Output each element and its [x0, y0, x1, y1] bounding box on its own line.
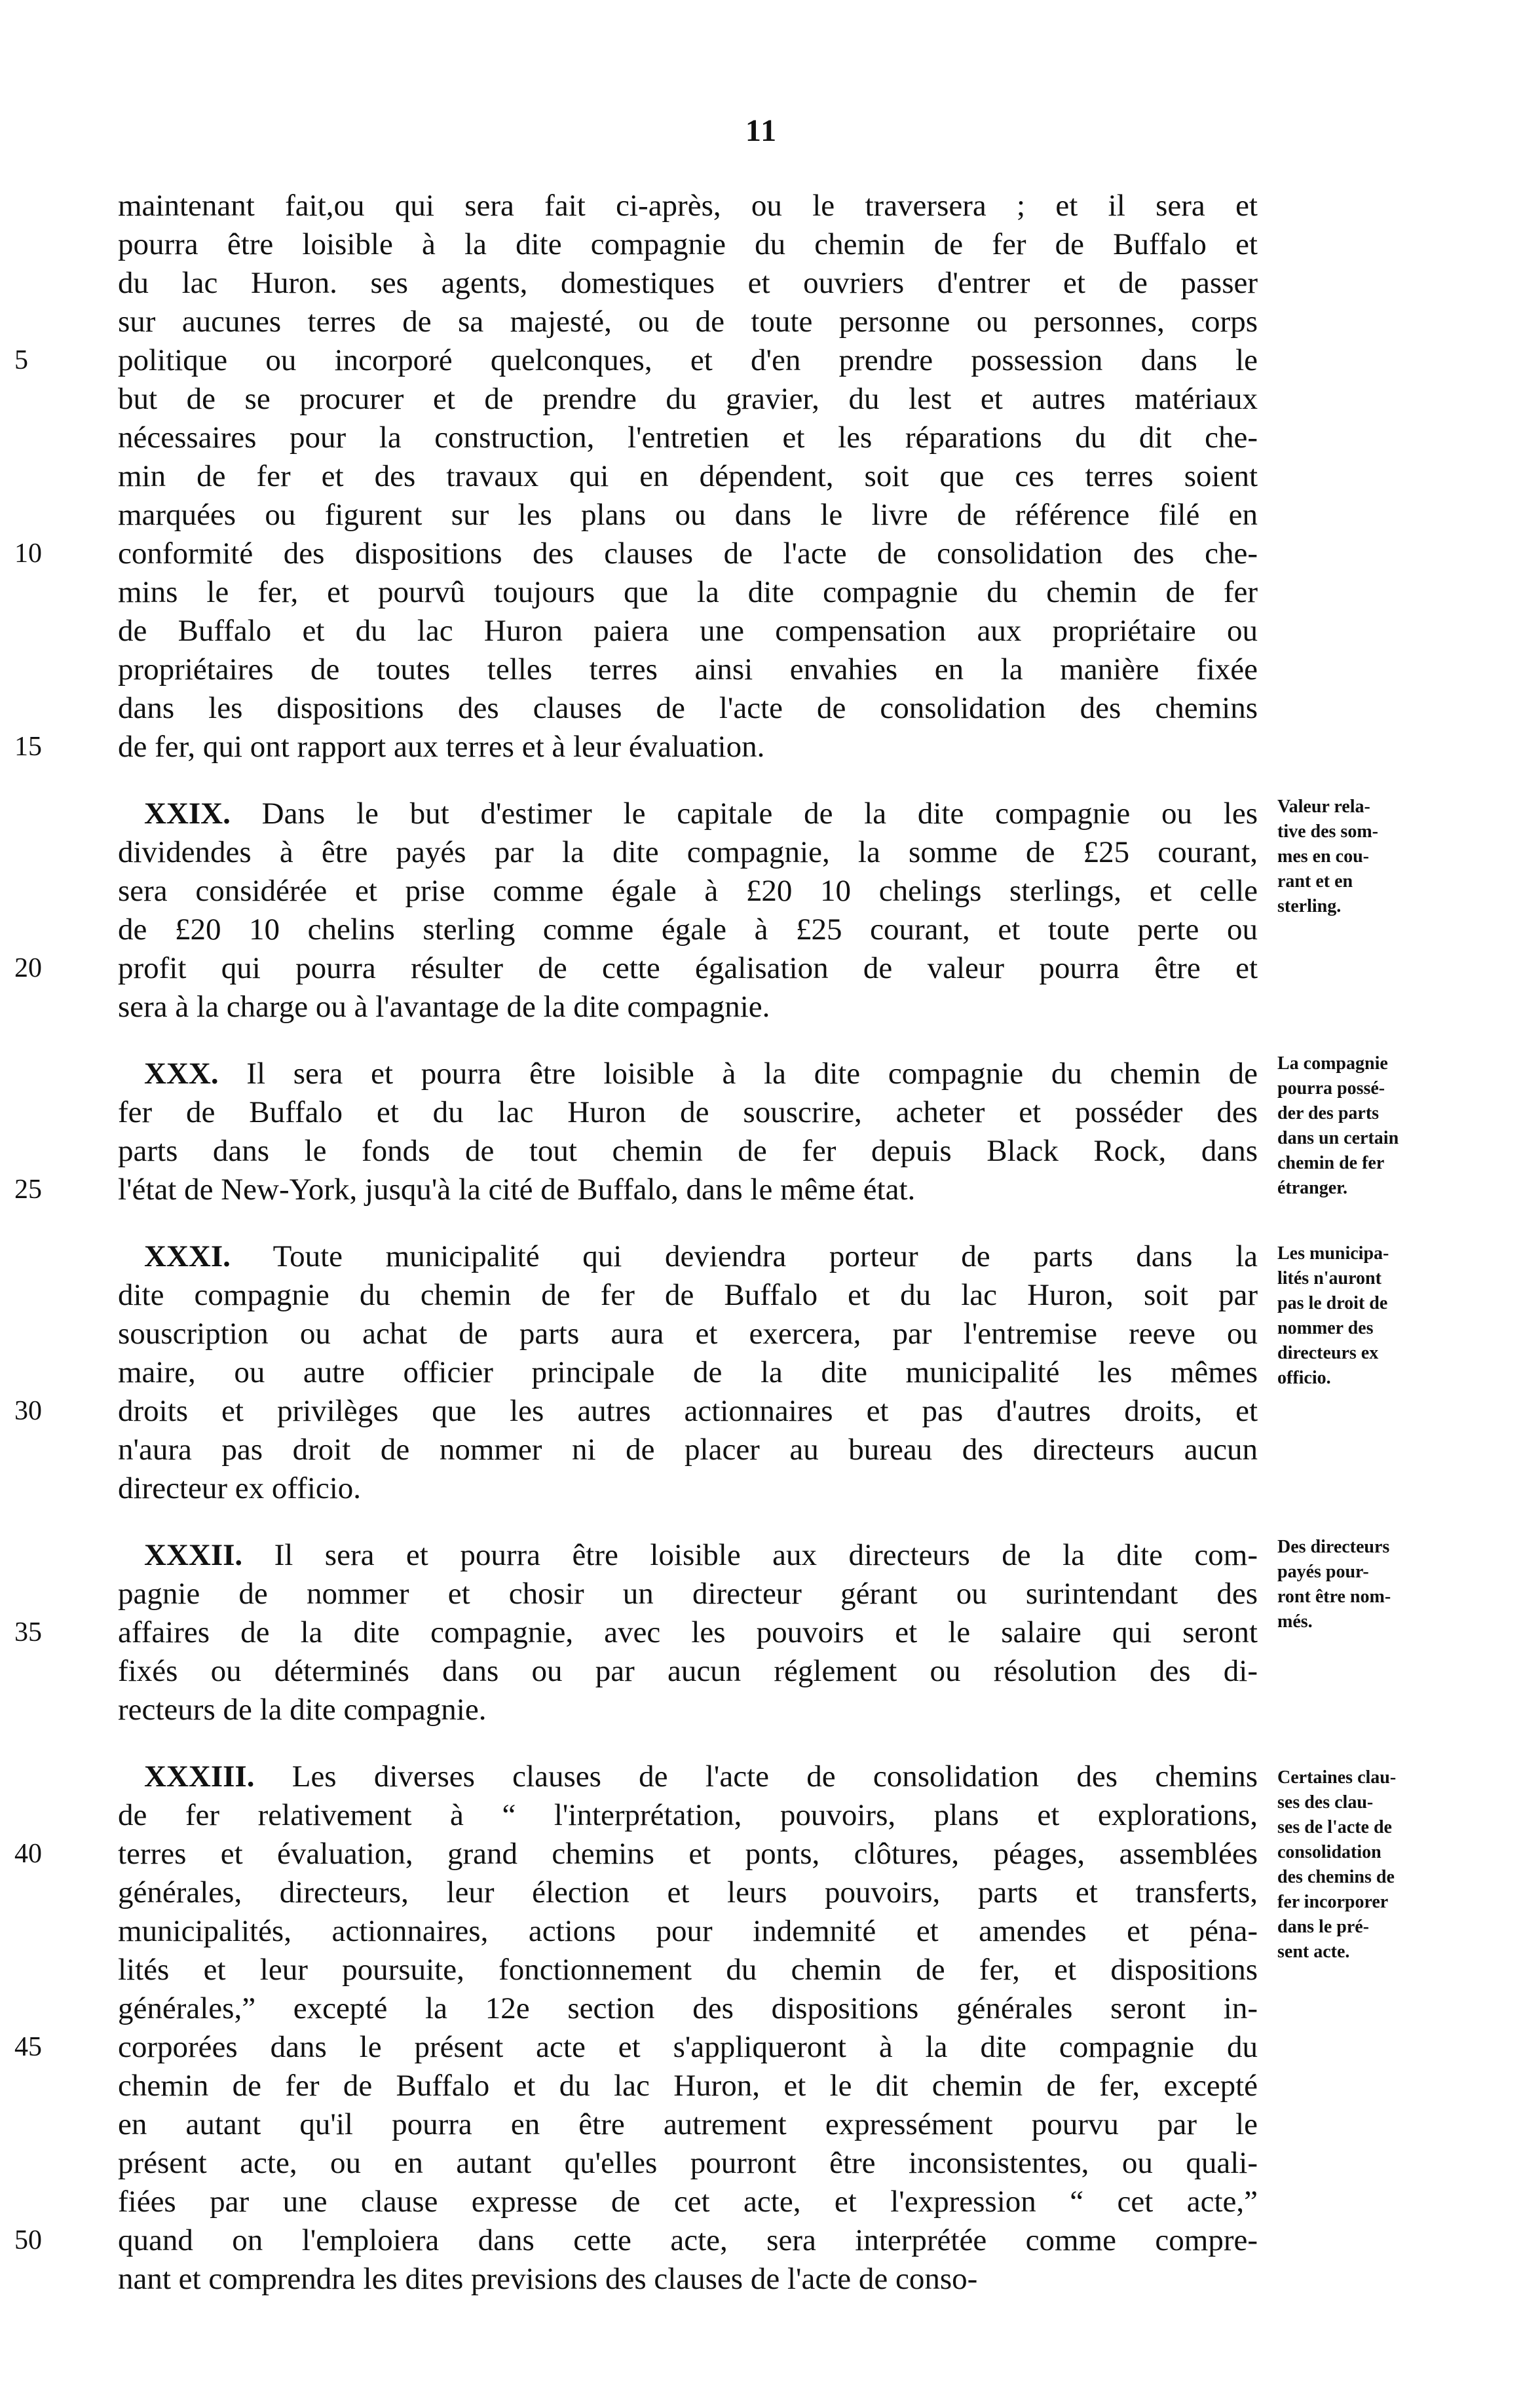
section-number: XXX.	[144, 1057, 219, 1091]
text-line	[14, 2221, 1258, 2260]
text-line	[118, 612, 1258, 650]
line-text: Toute municipalité qui deviendra porteur de parts dans la	[230, 1239, 1258, 1273]
line-text: pagnie de nommer et chosir un directeur gérant ou surintendant des	[118, 1577, 1258, 1611]
section-number: XXXII.	[144, 1538, 243, 1572]
line-text: marquées ou figurent sur les plans ou dans le livre de référence filé en	[118, 498, 1258, 532]
paragraph-gap	[118, 1026, 1258, 1055]
line-text: générales,” excepté la 12e section des dispositions générales seront in-	[118, 1991, 1258, 2025]
paragraph	[14, 1758, 1258, 2299]
line-text: affaires de la dite compagnie, avec les pouvoirs et le salaire qui seront	[118, 1615, 1258, 1649]
text-line	[118, 911, 1258, 949]
line-text: parts dans le fonds de tout chemin de fer depuis Black Rock, dans	[118, 1134, 1258, 1168]
margin-note-municipal-directors: Les municipa- lités n'auront pas le droit de nommer des directeurs ex officio.	[1277, 1243, 1389, 1388]
line-text: fer de Buffalo et du lac Huron de souscrire, acheter et posséder des	[118, 1095, 1258, 1129]
text-line	[118, 1055, 1258, 1093]
text-line	[118, 2105, 1258, 2144]
line-number: 10	[14, 538, 42, 569]
line-number: 5	[14, 345, 28, 375]
text-line	[14, 535, 1258, 573]
text-line	[118, 457, 1258, 496]
text-line	[118, 2067, 1258, 2105]
text-line	[118, 573, 1258, 612]
section-number: XXIX.	[144, 797, 231, 831]
line-text: dite compagnie du chemin de fer de Buffalo et du lac Huron, soit par	[118, 1278, 1258, 1312]
line-text: droits et privilèges que les autres actionnaires et pas d'autres droits, et	[118, 1394, 1258, 1428]
line-number: 35	[14, 1617, 42, 1647]
line-text: chemin de fer de Buffalo et du lac Huron, et le dit chemin de fer, excepté	[118, 2069, 1258, 2103]
margin-note-incorporated-clauses: Certaines clau- ses des clau- ses de l'acte de consolidation des chemins de fer incorporer dans le pré- sent acte.	[1277, 1767, 1397, 1962]
text-line	[118, 1469, 1258, 1508]
section-number: XXXIII.	[144, 1759, 255, 1794]
line-text: sur aucunes terres de sa majesté, ou de toute personne ou personnes, corps	[118, 305, 1258, 339]
text-line	[118, 380, 1258, 419]
line-number: 25	[14, 1175, 42, 1205]
text-line	[118, 833, 1258, 872]
line-text: du lac Huron. ses agents, domestiques et ouvriers d'entrer et de passer	[118, 266, 1258, 300]
line-text: propriétaires de toutes telles terres ainsi envahies en la manière fixée	[118, 652, 1258, 687]
line-number: 50	[14, 2225, 42, 2255]
text-line	[118, 1652, 1258, 1691]
line-text: fixés ou déterminés dans ou par aucun réglement ou résolution des di-	[118, 1654, 1258, 1688]
line-text: politique ou incorporé quelconques, et d'en prendre possession dans le	[118, 343, 1258, 377]
paragraph	[14, 1237, 1258, 1508]
line-text: de Buffalo et du lac Huron paiera une compensation aux propriétaire ou	[118, 614, 1258, 648]
text-line	[118, 1989, 1258, 2028]
line-text: dans les dispositions des clauses de l'acte de consolidation des chemins	[118, 691, 1258, 725]
line-text: fiées par une clause expresse de cet acte, et l'expression “ cet acte,”	[118, 2185, 1258, 2219]
line-number: 15	[14, 732, 42, 762]
text-line	[118, 1951, 1258, 1989]
margin-note-sum-value: Valeur rela- tive des som- mes en cou- rant et en sterling.	[1277, 797, 1378, 916]
margin-note-foreign-shares: La compagnie pourra possé- der des parts dans un certain chemin de fer étranger.	[1277, 1053, 1399, 1198]
line-text: sera considérée et prise comme égale à £20 10 chelings sterlings, et celle	[118, 874, 1258, 908]
line-text: n'aura pas droit de nommer ni de placer au bureau des directeurs aucun	[118, 1433, 1258, 1467]
text-line	[118, 795, 1258, 833]
line-text: municipalités, actionnaires, actions pour indemnité et amendes et péna-	[118, 1914, 1258, 1948]
line-text: générales, directeurs, leur élection et leurs pouvoirs, parts et transferts,	[118, 1875, 1258, 1909]
line-text: recteurs de la dite compagnie.	[118, 1693, 487, 1727]
text-line	[118, 1575, 1258, 1613]
text-line	[118, 2183, 1258, 2221]
line-text: directeur ex officio.	[118, 1471, 362, 1505]
line-text: corporées dans le présent acte et s'appliqueront à la dite compagnie du	[118, 2030, 1258, 2064]
paragraph-gap	[118, 766, 1258, 795]
text-line	[118, 1873, 1258, 1912]
body-text	[14, 187, 1258, 2299]
margin-note-managing-director: Des directeurs payés pour- ront être nom- més.	[1277, 1537, 1391, 1632]
text-line	[118, 1093, 1258, 1132]
line-text: Dans le but d'estimer le capitale de la dite compagnie ou les	[230, 797, 1258, 831]
text-line	[118, 419, 1258, 457]
text-line	[118, 264, 1258, 303]
line-text: quand on l'emploiera dans cette acte, sera interprétée comme compre-	[118, 2223, 1258, 2257]
text-line	[14, 2028, 1258, 2067]
paragraph-gap	[118, 1209, 1258, 1237]
line-text: de £20 10 chelins sterling comme égale à £25 courant, et toute perte ou	[118, 912, 1258, 947]
text-line	[118, 303, 1258, 341]
text-line	[118, 2260, 1258, 2299]
text-line	[118, 1912, 1258, 1951]
line-text: présent acte, ou en autant qu'elles pourront être inconsistentes, ou quali-	[118, 2146, 1258, 2180]
line-text: terres et évaluation, grand chemins et ponts, clôtures, péages, assemblées	[118, 1837, 1258, 1871]
paragraph-gap	[118, 1729, 1258, 1758]
section-number: XXXI.	[144, 1239, 231, 1273]
line-text: min de fer et des travaux qui en dépendent, soit que ces terres soient	[118, 459, 1258, 493]
line-text: conformité des dispositions des clauses de l'acte de consolidation des che-	[118, 536, 1258, 571]
text-line	[118, 1276, 1258, 1315]
line-text: lités et leur poursuite, fonctionnement du chemin de fer, et dispositions	[118, 1953, 1258, 1987]
text-line	[14, 341, 1258, 380]
text-line	[118, 2144, 1258, 2183]
text-line	[118, 1431, 1258, 1469]
line-text: l'état de New-York, jusqu'à la cité de Buffalo, dans le même état.	[118, 1173, 916, 1207]
text-line	[118, 496, 1258, 535]
paragraph	[14, 1055, 1258, 1209]
paragraph	[14, 1536, 1258, 1729]
line-number: 45	[14, 2032, 42, 2062]
line-number: 30	[14, 1396, 42, 1426]
line-text: maire, ou autre officier principale de la dite municipalité les mêmes	[118, 1355, 1258, 1389]
text-line	[118, 650, 1258, 689]
text-line	[14, 728, 1258, 766]
text-line	[118, 187, 1258, 225]
text-line	[14, 1171, 1258, 1209]
line-text: en autant qu'il pourra en être autrement expressément pourvu par le	[118, 2107, 1258, 2141]
line-text: sera à la charge ou à l'avantage de la dite compagnie.	[118, 990, 770, 1024]
line-text: dividendes à être payés par la dite compagnie, la somme de £25 courant,	[118, 835, 1258, 869]
paragraph-gap	[118, 1508, 1258, 1536]
page-number: 11	[745, 113, 778, 148]
text-line	[118, 1315, 1258, 1353]
line-text: maintenant fait,ou qui sera fait ci-après, ou le traversera ; et il sera et	[118, 189, 1258, 223]
line-number: 40	[14, 1839, 42, 1869]
text-line	[118, 1132, 1258, 1171]
text-line	[118, 1796, 1258, 1835]
text-line	[14, 1392, 1258, 1431]
line-text: de fer, qui ont rapport aux terres et à leur évaluation.	[118, 730, 765, 764]
text-line	[118, 1758, 1258, 1796]
line-text: nant et comprendra les dites previsions des clauses de l'acte de conso-	[118, 2262, 978, 2296]
text-line	[118, 1691, 1258, 1729]
line-text: de fer relativement à “ l'interprétation, pouvoirs, plans et explorations,	[118, 1798, 1258, 1832]
line-number: 20	[14, 953, 42, 983]
line-text: mins le fer, et pourvû toujours que la dite compagnie du chemin de fer	[118, 575, 1258, 609]
text-line	[118, 225, 1258, 264]
line-text: Les diverses clauses de l'acte de consolidation des chemins	[254, 1759, 1258, 1794]
line-text: Il sera et pourra être loisible aux directeurs de la dite com-	[242, 1538, 1258, 1572]
line-text: profit qui pourra résulter de cette égalisation de valeur pourra être et	[118, 951, 1258, 985]
line-text: but de se procurer et de prendre du gravier, du lest et autres matériaux	[118, 382, 1258, 416]
text-line	[14, 1835, 1258, 1873]
text-line	[14, 949, 1258, 988]
line-text: nécessaires pour la construction, l'entretien et les réparations du dit che-	[118, 421, 1258, 455]
line-text: pourra être loisible à la dite compagnie du chemin de fer de Buffalo et	[118, 227, 1258, 261]
paragraph	[14, 187, 1258, 766]
line-text: Il sera et pourra être loisible à la dite compagnie du chemin de	[218, 1057, 1258, 1091]
text-line	[118, 689, 1258, 728]
text-line	[118, 988, 1258, 1026]
text-line	[118, 1353, 1258, 1392]
text-line	[118, 872, 1258, 911]
text-line	[14, 1613, 1258, 1652]
paragraph	[14, 795, 1258, 1026]
text-line	[118, 1237, 1258, 1276]
line-text: souscription ou achat de parts aura et exercera, par l'entremise reeve ou	[118, 1317, 1258, 1351]
text-line	[118, 1536, 1258, 1575]
